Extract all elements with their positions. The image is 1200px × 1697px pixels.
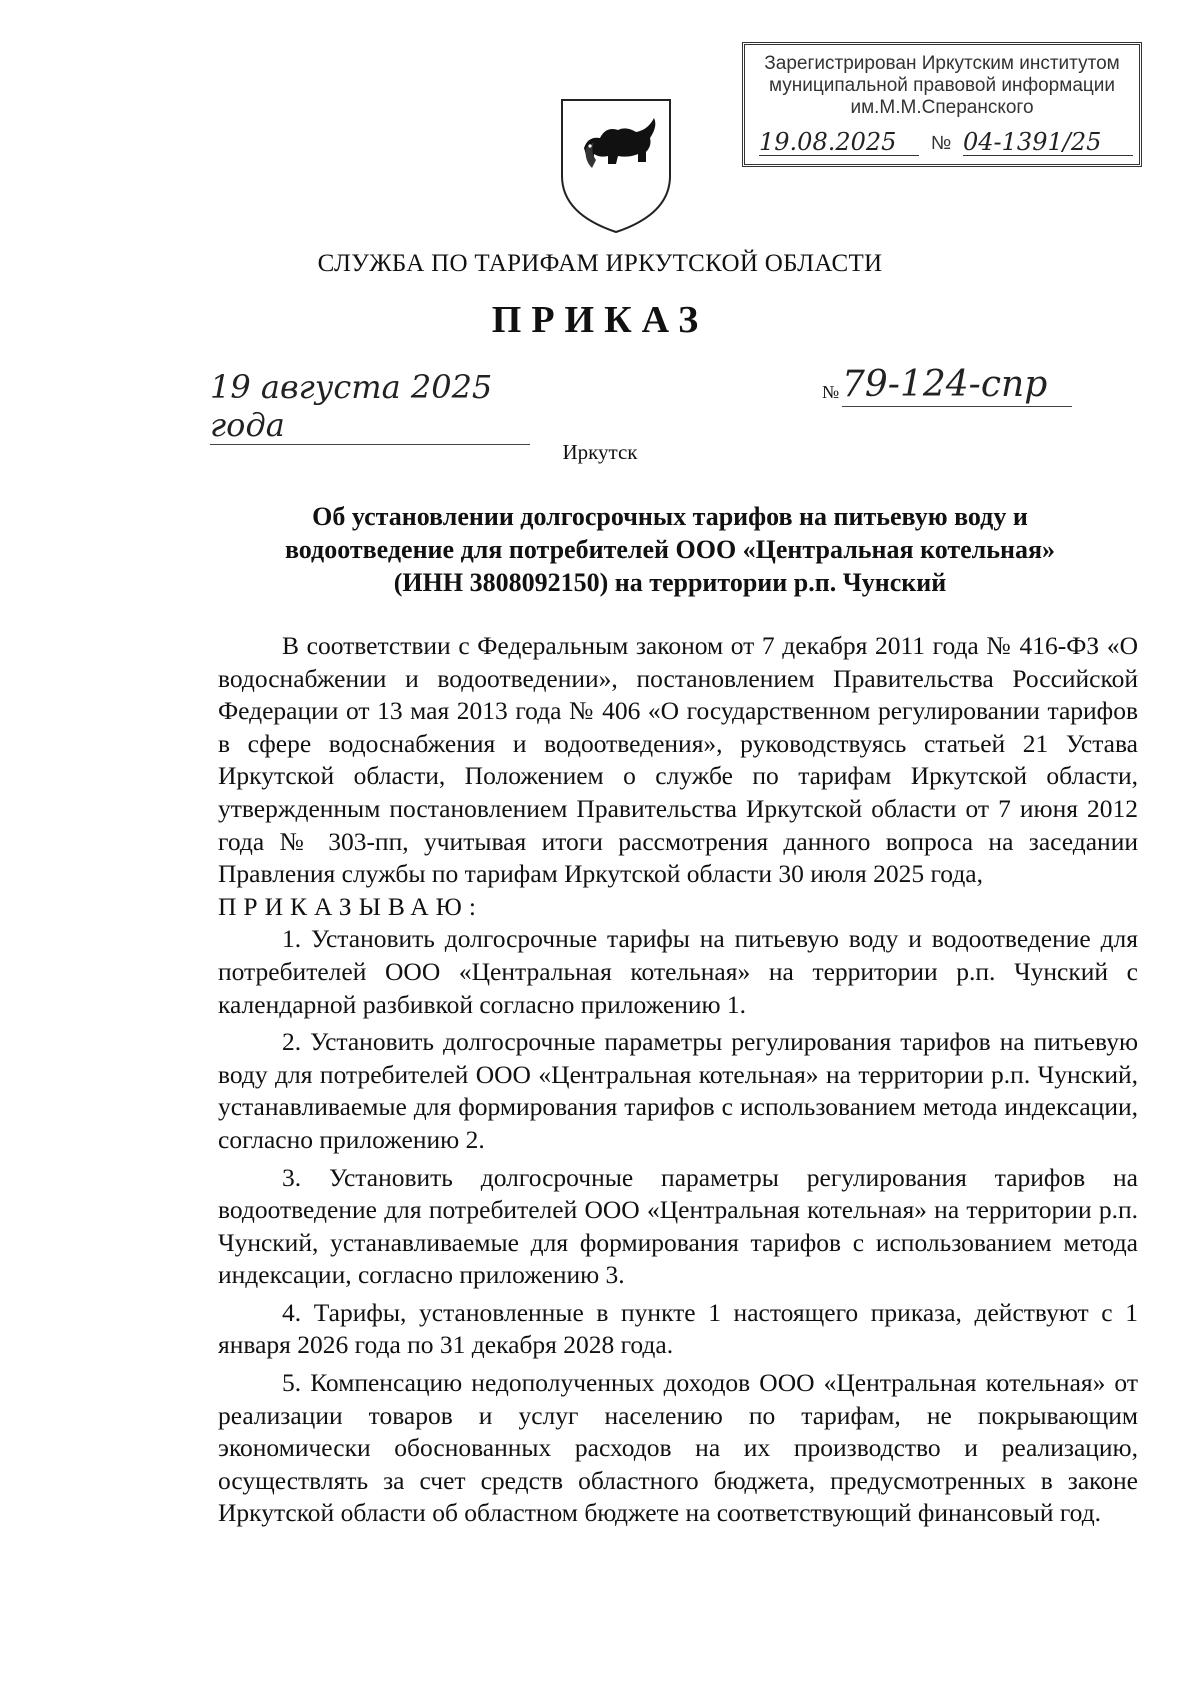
title-line-3: (ИНН 3808092150) на территории р.п. Чунский [393,568,947,597]
document-title [200,500,1140,599]
stamp-line-2: муниципальной правовой информации [769,75,1115,96]
registration-stamp [742,42,1142,167]
order-item-2: 2. Установить долгосрочные параметры регулирования тарифов на питьевую воду для потребителей ООО «Центральная котельная» на территории р.п. Чунский, устанавливаемые для формирования тарифов с использованием метода индексации, согласно приложению 2. [218,1027,1138,1154]
order-item-4: 4. Тарифы, установленные в пункте 1 настоящего приказа, действуют с 1 января 2026 года по 31 декабря 2028 года. [218,1297,1138,1360]
order-item-5: 5. Компенсацию недополученных доходов ООО «Центральная котельная» от реализации товаров и услуг населению по тарифам, не покрывающим экономически обоснованных расходов на их производство и реализацию, осуществлять за счет средств областного бюджета, предусмотренных в законе Иркутской области об областном бюджете на соответствующий финансовый год. [218,1368,1138,1528]
document-body [218,630,1138,1535]
order-number-label: № [822,382,840,402]
title-line-2: водоотведение для потребителей ООО «Центральная котельная» [284,535,1056,564]
order-date: 19 августа 2025 года [210,368,530,445]
stamp-number-label: № [931,133,952,154]
stamp-line-1: Зарегистрирован Иркутским институтом [764,53,1120,74]
irkutsk-coat-of-arms-icon [554,96,678,236]
document-type: ПРИКАЗ [491,299,709,341]
stamp-registration-date: 19.08.2025 [759,129,919,156]
stamp-registration-number: 04-1391/25 [963,129,1133,156]
city: Иркутск [562,440,638,464]
title-line-1: Об установлении долгосрочных тарифов на питьевую воду и [312,502,1028,531]
orders-word: ПРИКАЗЫВАЮ: [218,891,483,921]
order-number: 79-124-спр [842,364,1072,407]
order-item-1: 1. Установить долгосрочные тарифы на питьевую воду и водоотведение для потребителей ООО «Центральная котельная» на территории р.п. Чунский с календарной разбивкой согласно приложению 1. [218,924,1138,1019]
order-item-3: 3. Установить долгосрочные параметры регулирования тарифов на водоотведение для потребителей ООО «Центральная котельная» на территории р.п. Чунский, устанавливаемые для формирования тарифов с использованием метода индексации, согласно приложению 3. [218,1162,1138,1290]
stamp-line-3: им.М.М.Сперанского [850,97,1034,118]
organization-name: СЛУЖБА ПО ТАРИФАМ ИРКУТСКОЙ ОБЛАСТИ [317,250,883,277]
preamble-paragraph: В соответствии с Федеральным законом от 7 декабря 2011 года № 416-ФЗ «О водоснабжении и водоотведении», постановлением Правительства Российской Федерации от 13 мая 2013 года № 406 «О государственном регулировании тарифов в сфере водоснабжения и водоотведения», руководствуясь статьей 21 Устава Иркутской области, Положением о службе по тарифам Иркутской области, утвержденным постановлением Правительства Иркутской области от 7 июня 2012 года № 303-пп, учитывая итоги рассмотрения данного вопроса на заседании Правления службы по тарифам Иркутской области 30 июля 2025 года, [218,631,1138,889]
